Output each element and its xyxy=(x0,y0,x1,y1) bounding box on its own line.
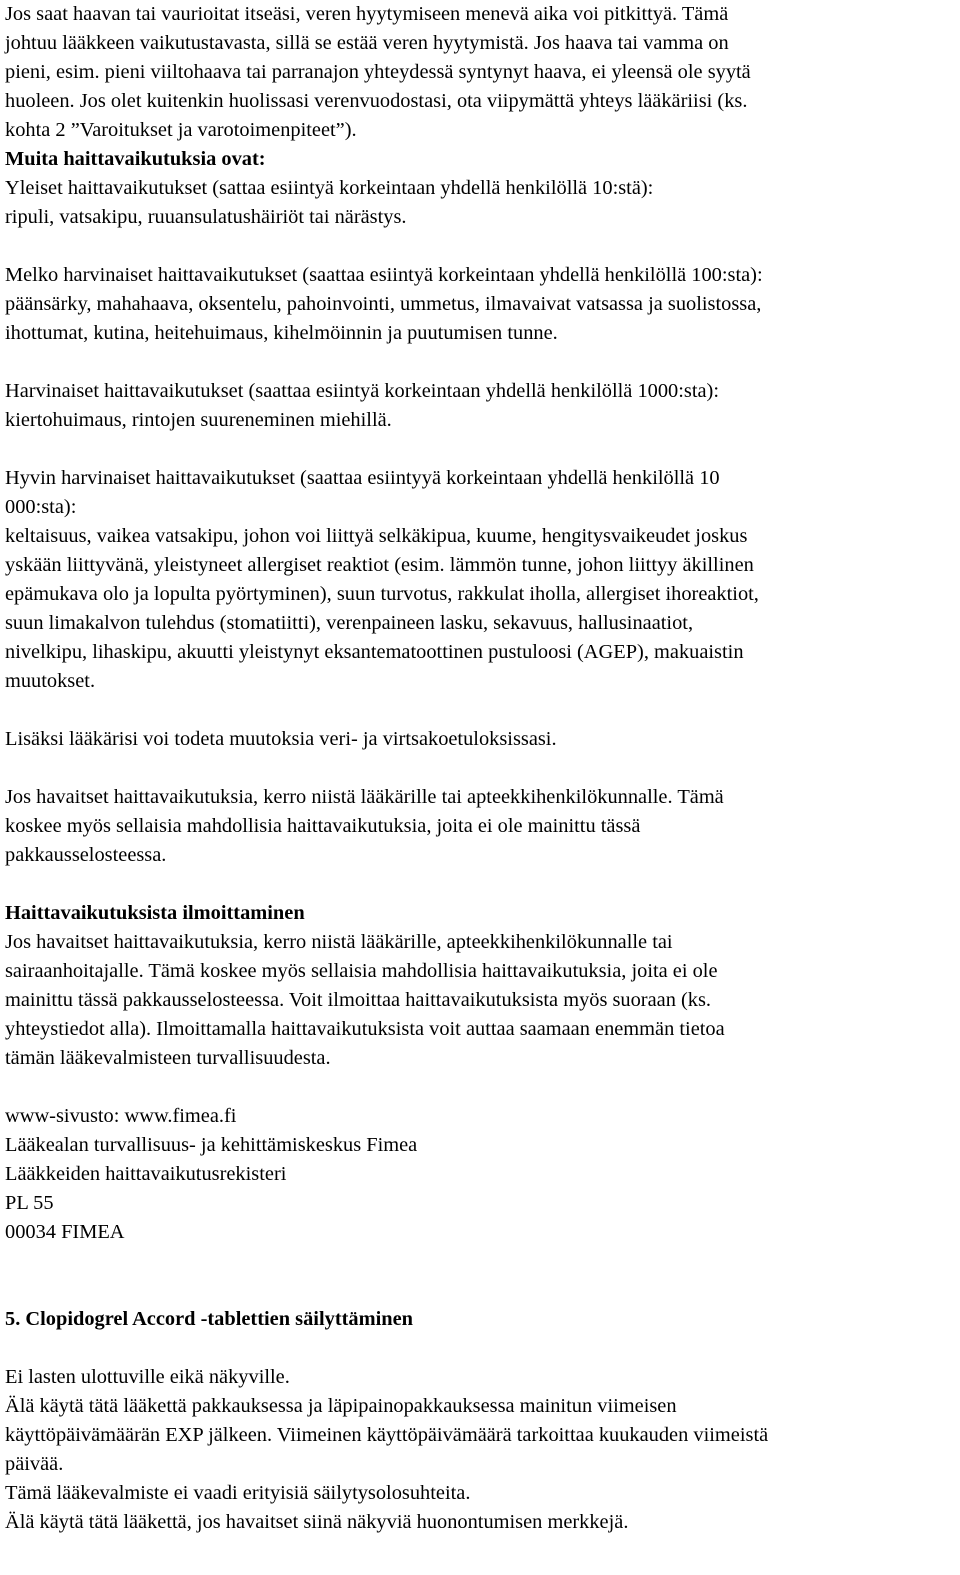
report-note-paragraph xyxy=(5,783,955,870)
contact-po-box: PL 55 xyxy=(5,1192,54,1214)
reporting-line: Jos havaitset haittavaikutuksia, kerro niistä lääkärille, apteekkihenkilökunnalle tai xyxy=(5,931,673,953)
rare-effects-line: Harvinaiset haittavaikutukset (saattaa esiintyä korkeintaan yhdellä henkilöllä 1000:sta): xyxy=(5,380,720,402)
contact-website: www-sivusto: www.fimea.fi xyxy=(5,1105,237,1127)
other-effects-heading: Muita haittavaikutuksia ovat: xyxy=(5,148,266,170)
storage-line: Älä käytä tätä lääkettä, jos havaitset siinä näkyviä huonontumisen merkkejä. xyxy=(5,1511,629,1533)
uncommon-effects-paragraph xyxy=(5,261,955,348)
report-note-line: Jos havaitset haittavaikutuksia, kerro niistä lääkärille tai apteekkihenkilökunnalle. Tämä xyxy=(5,786,724,808)
very-rare-effects-line: muutokset. xyxy=(5,670,96,692)
reporting-line: yhteystiedot alla). Ilmoittamalla haittavaikutuksista voit auttaa saamaan enemmän tietoa xyxy=(5,1018,725,1040)
storage-line: Ei lasten ulottuville eikä näkyville. xyxy=(5,1366,290,1388)
very-rare-effects-line: suun limakalvon tulehdus (stomatiitti), verenpaineen lasku, sekavuus, hallusinaatiot, xyxy=(5,612,694,634)
very-rare-effects-paragraph xyxy=(5,464,955,696)
storage-line: Tämä lääkevalmiste ei vaadi erityisiä säilytysolosuhteita. xyxy=(5,1482,471,1504)
rare-effects-line: kiertohuimaus, rintojen suureneminen miehillä. xyxy=(5,409,392,431)
paragraph-gap xyxy=(5,435,955,464)
document-page xyxy=(5,0,955,1537)
contact-block xyxy=(5,1102,955,1247)
paragraph-gap xyxy=(5,1247,955,1276)
paragraph-gap xyxy=(5,1334,955,1363)
reporting-line: sairaanhoitajalle. Tämä koskee myös sellaisia mahdollisia haittavaikutuksia, joita ei ole xyxy=(5,960,718,982)
storage-section xyxy=(5,1305,955,1537)
uncommon-effects-line: päänsärky, mahahaava, oksentelu, pahoinvointi, ummetus, ilmavaivat vatsassa ja suolistossa, xyxy=(5,293,762,315)
reporting-section xyxy=(5,899,955,1073)
report-note-line: koskee myös sellaisia mahdollisia haittavaikutuksia, joita ei ole mainittu tässä xyxy=(5,815,641,837)
storage-line: päivää. xyxy=(5,1453,64,1475)
other-effects-section xyxy=(5,145,955,232)
rare-effects-paragraph xyxy=(5,377,955,435)
reporting-heading: Haittavaikutuksista ilmoittaminen xyxy=(5,902,305,924)
storage-line: Älä käytä tätä lääkettä pakkauksessa ja läpipainopakkauksessa mainitun viimeisen xyxy=(5,1395,677,1417)
storage-heading: 5. Clopidogrel Accord -tablettien säilyttäminen xyxy=(5,1308,413,1330)
very-rare-effects-line: nivelkipu, lihaskipu, akuutti yleistynyt eksantematoottinen pustuloosi (AGEP), makuaistin xyxy=(5,641,744,663)
contact-organization: Lääkealan turvallisuus- ja kehittämiskeskus Fimea xyxy=(5,1134,418,1156)
very-rare-effects-line: 000:sta): xyxy=(5,496,77,518)
intro-paragraph xyxy=(5,0,955,145)
common-effects-line: ripuli, vatsakipu, ruuansulatushäiriöt tai närästys. xyxy=(5,206,407,228)
very-rare-effects-line: yskään liittyvänä, yleistyneet allergiset reaktiot (esim. lämmön tunne, johon liittyy äkillinen xyxy=(5,554,754,576)
very-rare-effects-line: keltaisuus, vaikea vatsakipu, johon voi liittyä selkäkipua, kuume, hengitysvaikeudet joskus xyxy=(5,525,748,547)
paragraph-gap xyxy=(5,348,955,377)
uncommon-effects-line: ihottumat, kutina, heitehuimaus, kihelmöinnin ja puutumisen tunne. xyxy=(5,322,558,344)
paragraph-gap xyxy=(5,696,955,725)
paragraph-gap xyxy=(5,232,955,261)
intro-line: huoleen. Jos olet kuitenkin huolissasi verenvuodostasi, ota viipymättä yhteys lääkäriisi (ks. xyxy=(5,90,748,112)
paragraph-gap xyxy=(5,1276,955,1305)
storage-line: käyttöpäivämäärän EXP jälkeen. Viimeinen käyttöpäivämäärä tarkoittaa kuukauden viimeistä xyxy=(5,1424,769,1446)
report-note-line: pakkausselosteessa. xyxy=(5,844,167,866)
paragraph-gap xyxy=(5,754,955,783)
paragraph-gap xyxy=(5,1073,955,1102)
very-rare-effects-line: Hyvin harvinaiset haittavaikutukset (saattaa esiintyyä korkeintaan yhdellä henkilöllä 10 xyxy=(5,467,720,489)
intro-line: johtuu lääkkeen vaikutustavasta, sillä se estää veren hyytymistä. Jos haava tai vamma on xyxy=(5,32,729,54)
intro-line: Jos saat haavan tai vaurioitat itseäsi, veren hyytymiseen menevä aika voi pitkittyä. Tämä xyxy=(5,3,729,25)
very-rare-effects-line: epämukava olo ja lopulta pyörtyminen), suun turvotus, rakkulat iholla, allergiset ihoreaktiot, xyxy=(5,583,759,605)
uncommon-effects-line: Melko harvinaiset haittavaikutukset (saattaa esiintyä korkeintaan yhdellä henkilöllä 100:sta): xyxy=(5,264,763,286)
common-effects-line: Yleiset haittavaikutukset (sattaa esiintyä korkeintaan yhdellä henkilöllä 10:stä): xyxy=(5,177,654,199)
reporting-line: tämän lääkevalmisteen turvallisuudesta. xyxy=(5,1047,331,1069)
contact-registry: Lääkkeiden haittavaikutusrekisteri xyxy=(5,1163,287,1185)
lab-results-line: Lisäksi lääkärisi voi todeta muutoksia veri- ja virtsakoetuloksissasi. xyxy=(5,728,557,750)
intro-line: kohta 2 ”Varoitukset ja varotoimenpiteet”). xyxy=(5,119,357,141)
paragraph-gap xyxy=(5,870,955,899)
intro-line: pieni, esim. pieni viiltohaava tai parranajon yhteydessä syntynyt haava, ei yleensä ole syytä xyxy=(5,61,751,83)
contact-postcode: 00034 FIMEA xyxy=(5,1221,125,1243)
lab-results-paragraph xyxy=(5,725,955,754)
reporting-line: mainittu tässä pakkausselosteessa. Voit ilmoittaa haittavaikutuksista myös suoraan (ks. xyxy=(5,989,712,1011)
